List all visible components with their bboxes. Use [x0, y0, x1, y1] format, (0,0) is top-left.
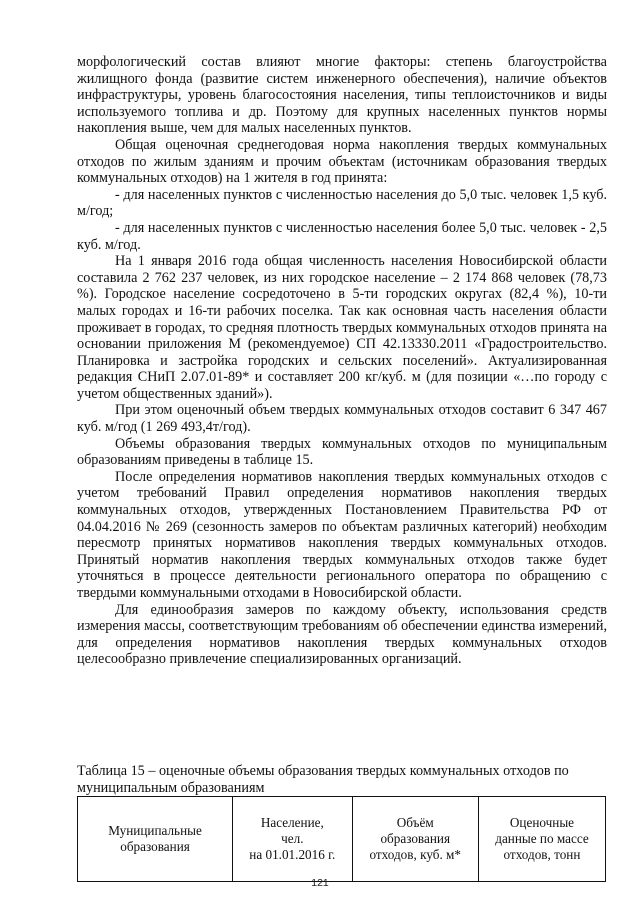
list-item: - для населенных пунктов с численностью населения до 5,0 тыс. человек 1,5 куб. м/год; [77, 186, 607, 220]
header-line: на 01.01.2016 г. [249, 847, 336, 863]
header-municipality [78, 797, 233, 882]
header-line: Муниципальные [108, 822, 202, 838]
paragraph: морфологический состав влияют многие факторы: степень благоустройства жилищного фонда (развитие систем инженерного обеспечения), наличие объектов инфраструктуры, уровень благосостояния населения, типы теплоисточников и виды используемого топлива и др. Поэтому для крупных населенных пунктов нормы накопления выше, чем для малых населенных пунктов. [77, 54, 607, 137]
paragraph: Объемы образования твердых коммунальных отходов по муниципальным образованиям приведены в таблице 15. [77, 435, 607, 469]
header-line: Объём [396, 814, 434, 830]
header-mass [478, 797, 605, 882]
paragraph: Для единообразия замеров по каждому объекту, использования средств измерения массы, соответствующим требованиям об обеспечении единства измерений, для определения нормативов накопления твердых коммунальных отходов целесообразно привлечение специализированных организаций. [77, 601, 607, 668]
table-header-row [78, 797, 606, 882]
header-line: отходов, тонн [503, 847, 581, 863]
page-number: 121 [311, 877, 329, 889]
header-line: Население, [260, 814, 324, 830]
table-caption: Таблица 15 – оценочные объемы образования твердых коммунальных отходов по муниципальным образованиям [77, 763, 569, 796]
header-population [233, 797, 352, 882]
paragraph: Общая оценочная среднегодовая норма накопления твердых коммунальных отходов по жилым зданиям и прочим объектам (источникам образования твердых коммунальных отходов) на 1 жителя в год принята: [77, 136, 607, 187]
paragraph: При этом оценочный объем твердых коммунальных отходов составит 6 347 467 куб. м/год (1 269 493,4т/год). [77, 402, 607, 436]
list-item: - для населенных пунктов с численностью населения более 5,0 тыс. человек - 2,5 куб. м/год. [77, 219, 607, 253]
header-line: образования [380, 831, 451, 847]
header-volume [352, 797, 478, 882]
header-line: образования [120, 839, 190, 855]
header-line: Оценочные [509, 814, 575, 830]
paragraph: На 1 января 2016 года общая численность населения Новосибирской области составила 2 762 237 человек, из них городское население – 2 174 868 человек (78,73 %). Городское население сосредоточено в 5-ти городских округах (82,4 %), 10-ти малых городах и 16-ти рабочих поселка. Так как основная часть населения области проживает в городах, то средняя плотность твердых коммунальных отходов принята на основании приложения М (рекомендуемое) СП 42.13330.2011 «Градостроительство. Планировка и застройка городских и сельских поселений». Актуализированная редакция СНиП 2.07.01-89* и составляет 200 кг/куб. м (для позиции «…по городу с учетом общественных зданий»). [77, 253, 607, 402]
header-line: данные по массе [495, 831, 589, 847]
header-line: чел. [281, 831, 304, 847]
table-section [77, 763, 607, 882]
header-line: отходов, куб. м* [369, 847, 461, 863]
waste-volume-table [77, 796, 606, 882]
document-body [77, 54, 607, 668]
paragraph: После определения нормативов накопления твердых коммунальных отходов с учетом требований Правил определения нормативов накопления твердых коммунальных отходов, утвержденных Постановлением Правительства РФ от 04.04.2016 № 269 (сезонность замеров по объектам различных категорий) необходим пересмотр принятых нормативов накопления твердых коммунальных отходов. Принятый норматив накопления твердых коммунальных отходов также будет уточняться в процессе деятельности регионального оператора по обращению с твердыми коммунальными отходами в Новосибирской области. [77, 468, 607, 601]
